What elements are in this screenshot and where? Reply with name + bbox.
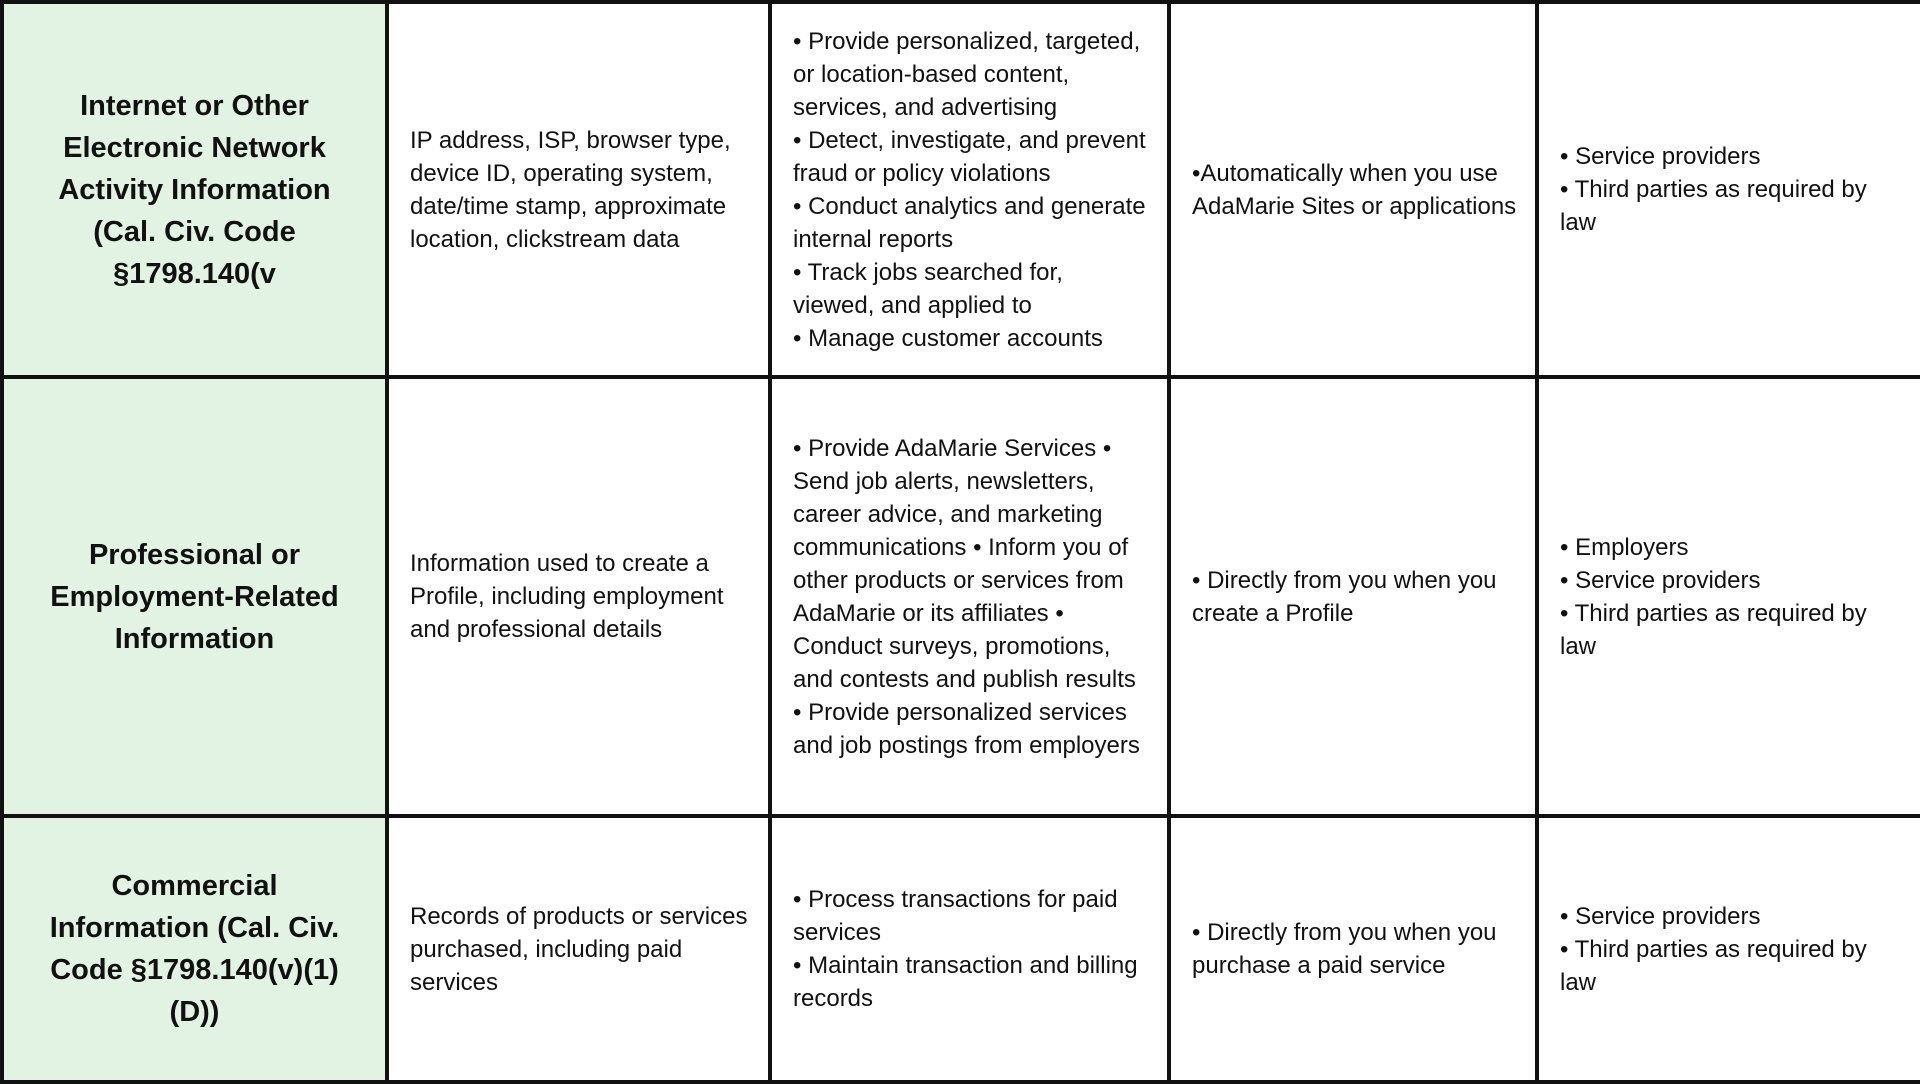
sources-cell xyxy=(1169,816,1537,1082)
sources-cell xyxy=(1169,2,1537,377)
recipients-cell xyxy=(1537,816,1920,1082)
category-cell: Commercial Information (Cal. Civ. Code §1798.140(v)(1)(D)) xyxy=(2,816,387,1082)
purpose-item: • Process transactions for paid services xyxy=(793,886,1118,946)
recipients-cell xyxy=(1537,2,1920,377)
purpose-item: • Provide personalized services and job postings from employers xyxy=(793,698,1140,759)
purpose-item: • Provide AdaMarie Services • Send job alerts, newsletters, career advice, and marketing communications • Inform you of other products or services from AdaMarie or its affiliates • Conduct surveys, promotions, and contests and publish results xyxy=(793,434,1136,693)
recipient-item: • Third parties as required by law xyxy=(1560,176,1867,236)
examples-cell: Records of products or services purchased, including paid services xyxy=(387,816,770,1082)
examples-cell: IP address, ISP, browser type, device ID, operating system, date/time stamp, approximate location, clickstream data xyxy=(387,2,770,377)
table-row xyxy=(2,816,1920,1082)
recipient-item: • Service providers xyxy=(1560,902,1761,930)
purposes-cell xyxy=(770,2,1169,377)
purpose-item: • Maintain transaction and billing records xyxy=(793,952,1138,1012)
recipient-item: • Service providers xyxy=(1560,143,1761,170)
table-row xyxy=(2,377,1920,816)
purpose-item: • Detect, investigate, and prevent fraud or policy violations xyxy=(793,126,1146,187)
purpose-item: • Conduct analytics and generate internal reports xyxy=(793,192,1146,253)
recipients-cell xyxy=(1537,377,1920,816)
category-cell: Professional or Employment-Related Information xyxy=(2,377,387,816)
recipient-item: • Service providers xyxy=(1560,566,1761,594)
recipient-item: • Third parties as required by law xyxy=(1560,599,1867,660)
purpose-item: • Provide personalized, targeted, or location-based content, services, and advertising xyxy=(793,27,1141,121)
purpose-item: • Manage customer accounts xyxy=(793,324,1103,352)
category-cell: Internet or Other Electronic Network Activity Information (Cal. Civ. Code §1798.140(v xyxy=(2,2,387,377)
examples-cell: Information used to create a Profile, including employment and professional details xyxy=(387,377,770,816)
source-item: • Directly from you when you create a Profile xyxy=(1192,566,1497,627)
source-item: •Automatically when you use AdaMarie Sites or applications xyxy=(1192,159,1517,220)
purposes-cell xyxy=(770,377,1169,816)
recipient-item: • Employers xyxy=(1560,533,1689,561)
table-row xyxy=(2,2,1920,377)
source-item: • Directly from you when you purchase a paid service xyxy=(1192,919,1497,979)
purposes-cell xyxy=(770,816,1169,1082)
purpose-item: • Track jobs searched for, viewed, and applied to xyxy=(793,258,1063,319)
sources-cell xyxy=(1169,377,1537,816)
recipient-item: • Third parties as required by law xyxy=(1560,935,1867,996)
